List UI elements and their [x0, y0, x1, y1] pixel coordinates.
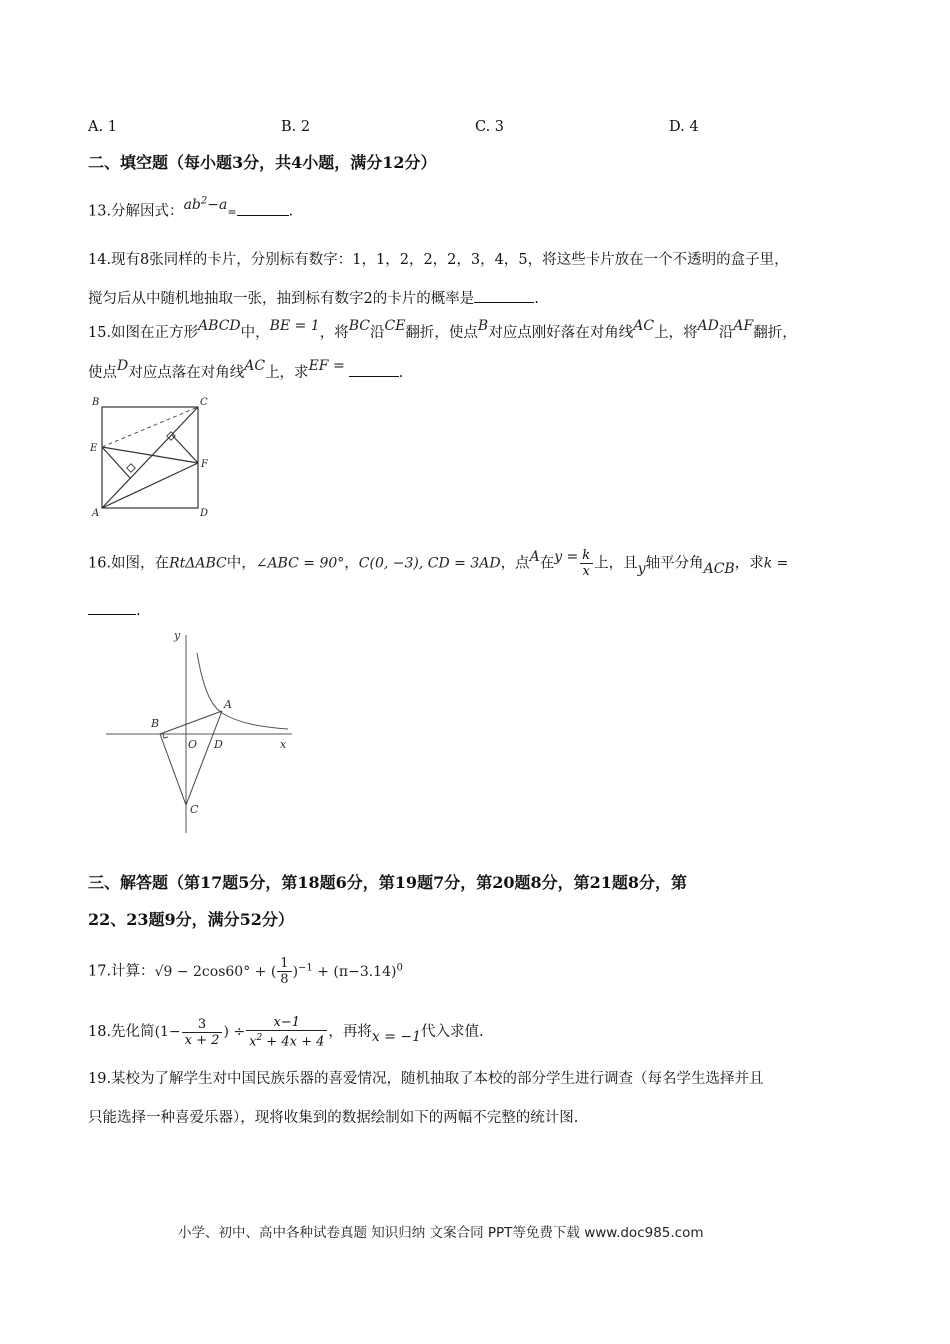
- label-b: B: [151, 717, 160, 730]
- q15-text: ，将: [319, 325, 349, 341]
- q13-tail: −a: [207, 196, 228, 213]
- q15-text: 中，: [240, 325, 270, 341]
- q15-text: 沿: [718, 325, 734, 341]
- q16-text: ，点: [500, 555, 530, 572]
- q13-prefix: 13.分解因式：: [88, 203, 184, 220]
- hyperbola-curve: [197, 653, 288, 729]
- q16-answer-blank: [88, 600, 136, 615]
- q13-ab: ab: [183, 196, 201, 213]
- segment-bc: [160, 734, 186, 805]
- q16-text: 中，: [226, 555, 256, 572]
- q15-text: 翻折，: [753, 325, 797, 341]
- q16-text: ，求: [734, 555, 764, 572]
- q18-f1-den: x + 2: [182, 1032, 223, 1048]
- q15-math: AF: [733, 318, 754, 334]
- q16-math: y: [637, 560, 646, 577]
- q18-prefix: 18.先化简: [88, 1024, 155, 1041]
- label-c: C: [190, 803, 199, 816]
- label-x: x: [280, 738, 287, 751]
- q16-math: ∠ABC = 90°: [255, 555, 345, 572]
- question-19-line-2: 只能选择一种喜爱乐器），现将收集到的数据绘制如下的两幅不完整的统计图.: [88, 1110, 579, 1126]
- q18-f2-den-exp: 2: [256, 1033, 263, 1043]
- q16-math: RtΔABC: [169, 555, 227, 572]
- right-angle-mark: [127, 464, 135, 472]
- q15-square-figure: [86, 393, 216, 518]
- question-16-line-2: [88, 600, 141, 621]
- q16-math: y =: [554, 548, 579, 565]
- q16-text: 16.如图，在: [88, 555, 170, 572]
- q15-text: 对应点刚好落在对角线: [488, 325, 634, 341]
- q13-expression: [184, 197, 228, 213]
- q16-fraction: [579, 548, 593, 579]
- q15-math: ABCD: [198, 318, 241, 334]
- diagonal-ac: [102, 407, 198, 508]
- segment-ba: [160, 711, 222, 734]
- label-c: C: [200, 397, 208, 408]
- q17-expression: [154, 956, 403, 987]
- q15-text: 上，将: [654, 325, 698, 341]
- question-16-line-1: [88, 548, 788, 579]
- q16-frac-num: k: [582, 548, 591, 563]
- q17-prefix: 17.计算：: [88, 963, 155, 980]
- question-19-line-1: 19.某校为了解学生对中国民族乐器的喜爱情况，随机抽取了本校的部分学生进行调查（每名学生选择并且: [88, 1071, 764, 1087]
- question-14-line-1: 14.现有8张同样的卡片，分别标有数字：1，1，2，2，2，3，4，5，将这些卡片放在一个不透明的盒子里，: [88, 252, 789, 268]
- q15-text: 15.如图在正方形: [88, 325, 199, 341]
- q15-text: 沿: [369, 325, 385, 341]
- q13-answer-blank: [237, 201, 289, 216]
- question-14-line-2: [88, 288, 539, 309]
- label-a: A: [224, 698, 232, 711]
- q17-frac-num: 1: [280, 956, 289, 971]
- q16-frac-den: x: [580, 563, 593, 579]
- q15-end: .: [398, 365, 404, 381]
- label-y: y: [174, 629, 181, 642]
- q18-f2-den-a: x: [249, 1034, 257, 1050]
- q17-fraction: [277, 956, 291, 987]
- q15-text: 翻折，使点: [405, 325, 478, 341]
- q18-fraction-2: [246, 1015, 327, 1049]
- question-17: [88, 956, 403, 987]
- q15-math: AC: [633, 318, 655, 334]
- label-e: E: [90, 443, 98, 454]
- segment-af: [102, 463, 198, 508]
- q18-text: ，再将: [328, 1024, 372, 1041]
- option-b: B. 2: [281, 119, 311, 135]
- q16-text: 在: [539, 555, 555, 572]
- q16-coordinate-figure: [100, 625, 300, 837]
- q13-equals: =: [227, 205, 237, 219]
- q15-math: BC: [348, 318, 370, 334]
- segment-ac: [186, 711, 222, 805]
- q16-math: k =: [763, 555, 789, 572]
- q18-term: (1−: [154, 1024, 181, 1041]
- q17-exp: 0: [396, 961, 403, 973]
- right-angle-mark: [163, 734, 168, 738]
- question-15-line-1: [88, 318, 797, 343]
- q15-answer-blank: [349, 362, 399, 377]
- q17-term: ): [292, 963, 299, 980]
- q17-term: + (π−3.14): [312, 963, 397, 980]
- q14-end: .: [534, 291, 539, 307]
- label-d: D: [200, 508, 209, 518]
- q15-math: AD: [697, 318, 719, 334]
- q16-text: ，: [344, 555, 359, 572]
- segment-ce-dashed: [102, 407, 198, 447]
- q18-fraction-1: [182, 1017, 223, 1048]
- q13-exp: 2: [200, 195, 208, 206]
- q18-math: x = −1: [371, 1029, 422, 1046]
- q18-text: 代入求值.: [421, 1024, 484, 1041]
- label-o: O: [188, 738, 198, 751]
- q18-f2-den: [246, 1030, 327, 1049]
- option-c: C. 3: [475, 119, 505, 135]
- page-footer: 小学、初中、高中各种试卷真题 知识归纳 文案合同 PPT等免费下载 www.doc985.com: [178, 1225, 704, 1241]
- label-a: A: [92, 508, 100, 518]
- q18-term: ) ÷: [223, 1024, 246, 1041]
- q15-text: 对应点落在对角线: [128, 365, 245, 381]
- option-a: A. 1: [88, 119, 117, 135]
- q17-frac-den: 8: [277, 971, 291, 987]
- label-d: D: [214, 738, 223, 751]
- q15-text: 使点: [88, 365, 117, 381]
- question-15-line-2: [88, 358, 404, 383]
- option-d: D. 4: [669, 119, 699, 135]
- q16-text: 轴平分角: [645, 555, 704, 572]
- question-13: [88, 195, 294, 223]
- q15-math: D: [117, 358, 129, 374]
- q16-math: C(0, −3), CD = 3AD: [358, 555, 501, 572]
- question-18: [88, 1015, 484, 1049]
- q15-math: EF =: [308, 358, 345, 374]
- q16-math: A: [529, 548, 540, 565]
- q18-f1-num: 3: [197, 1016, 207, 1032]
- q15-math: BE = 1: [269, 318, 320, 334]
- q17-term: − 2cos60° + (: [172, 963, 277, 980]
- label-b: B: [92, 397, 100, 408]
- q14-line2-text: 搅匀后从中随机地抽取一张，抽到标有数字2的卡片的概率是: [88, 291, 475, 307]
- section-3-heading-line-1: 三、解答题（第17题5分，第18题6分，第19题7分，第20题8分，第21题8分，第: [88, 873, 687, 892]
- q14-answer-blank: [474, 288, 534, 303]
- q16-end: .: [136, 603, 141, 619]
- q17-exp: −1: [298, 961, 313, 973]
- q13-end: .: [288, 203, 294, 220]
- q15-math: B: [477, 318, 489, 334]
- q15-math: AC: [244, 358, 266, 374]
- section-3-heading-line-2: 22、23题9分，满分52分）: [88, 910, 294, 929]
- q15-text: 上，求: [265, 365, 309, 381]
- q15-math: CE: [384, 318, 406, 334]
- q16-text: 上，且: [594, 555, 638, 572]
- q16-math: ACB: [703, 560, 735, 577]
- label-f: F: [201, 459, 208, 470]
- q18-f2-num: x−1: [273, 1015, 300, 1030]
- fold-line: [102, 447, 130, 478]
- q18-f2-den-b: + 4x + 4: [262, 1034, 325, 1050]
- section-2-heading: 二、填空题（每小题3分，共4小题，满分12分）: [88, 153, 437, 172]
- segment-ef: [102, 447, 198, 463]
- q17-sqrt: √9: [154, 963, 173, 980]
